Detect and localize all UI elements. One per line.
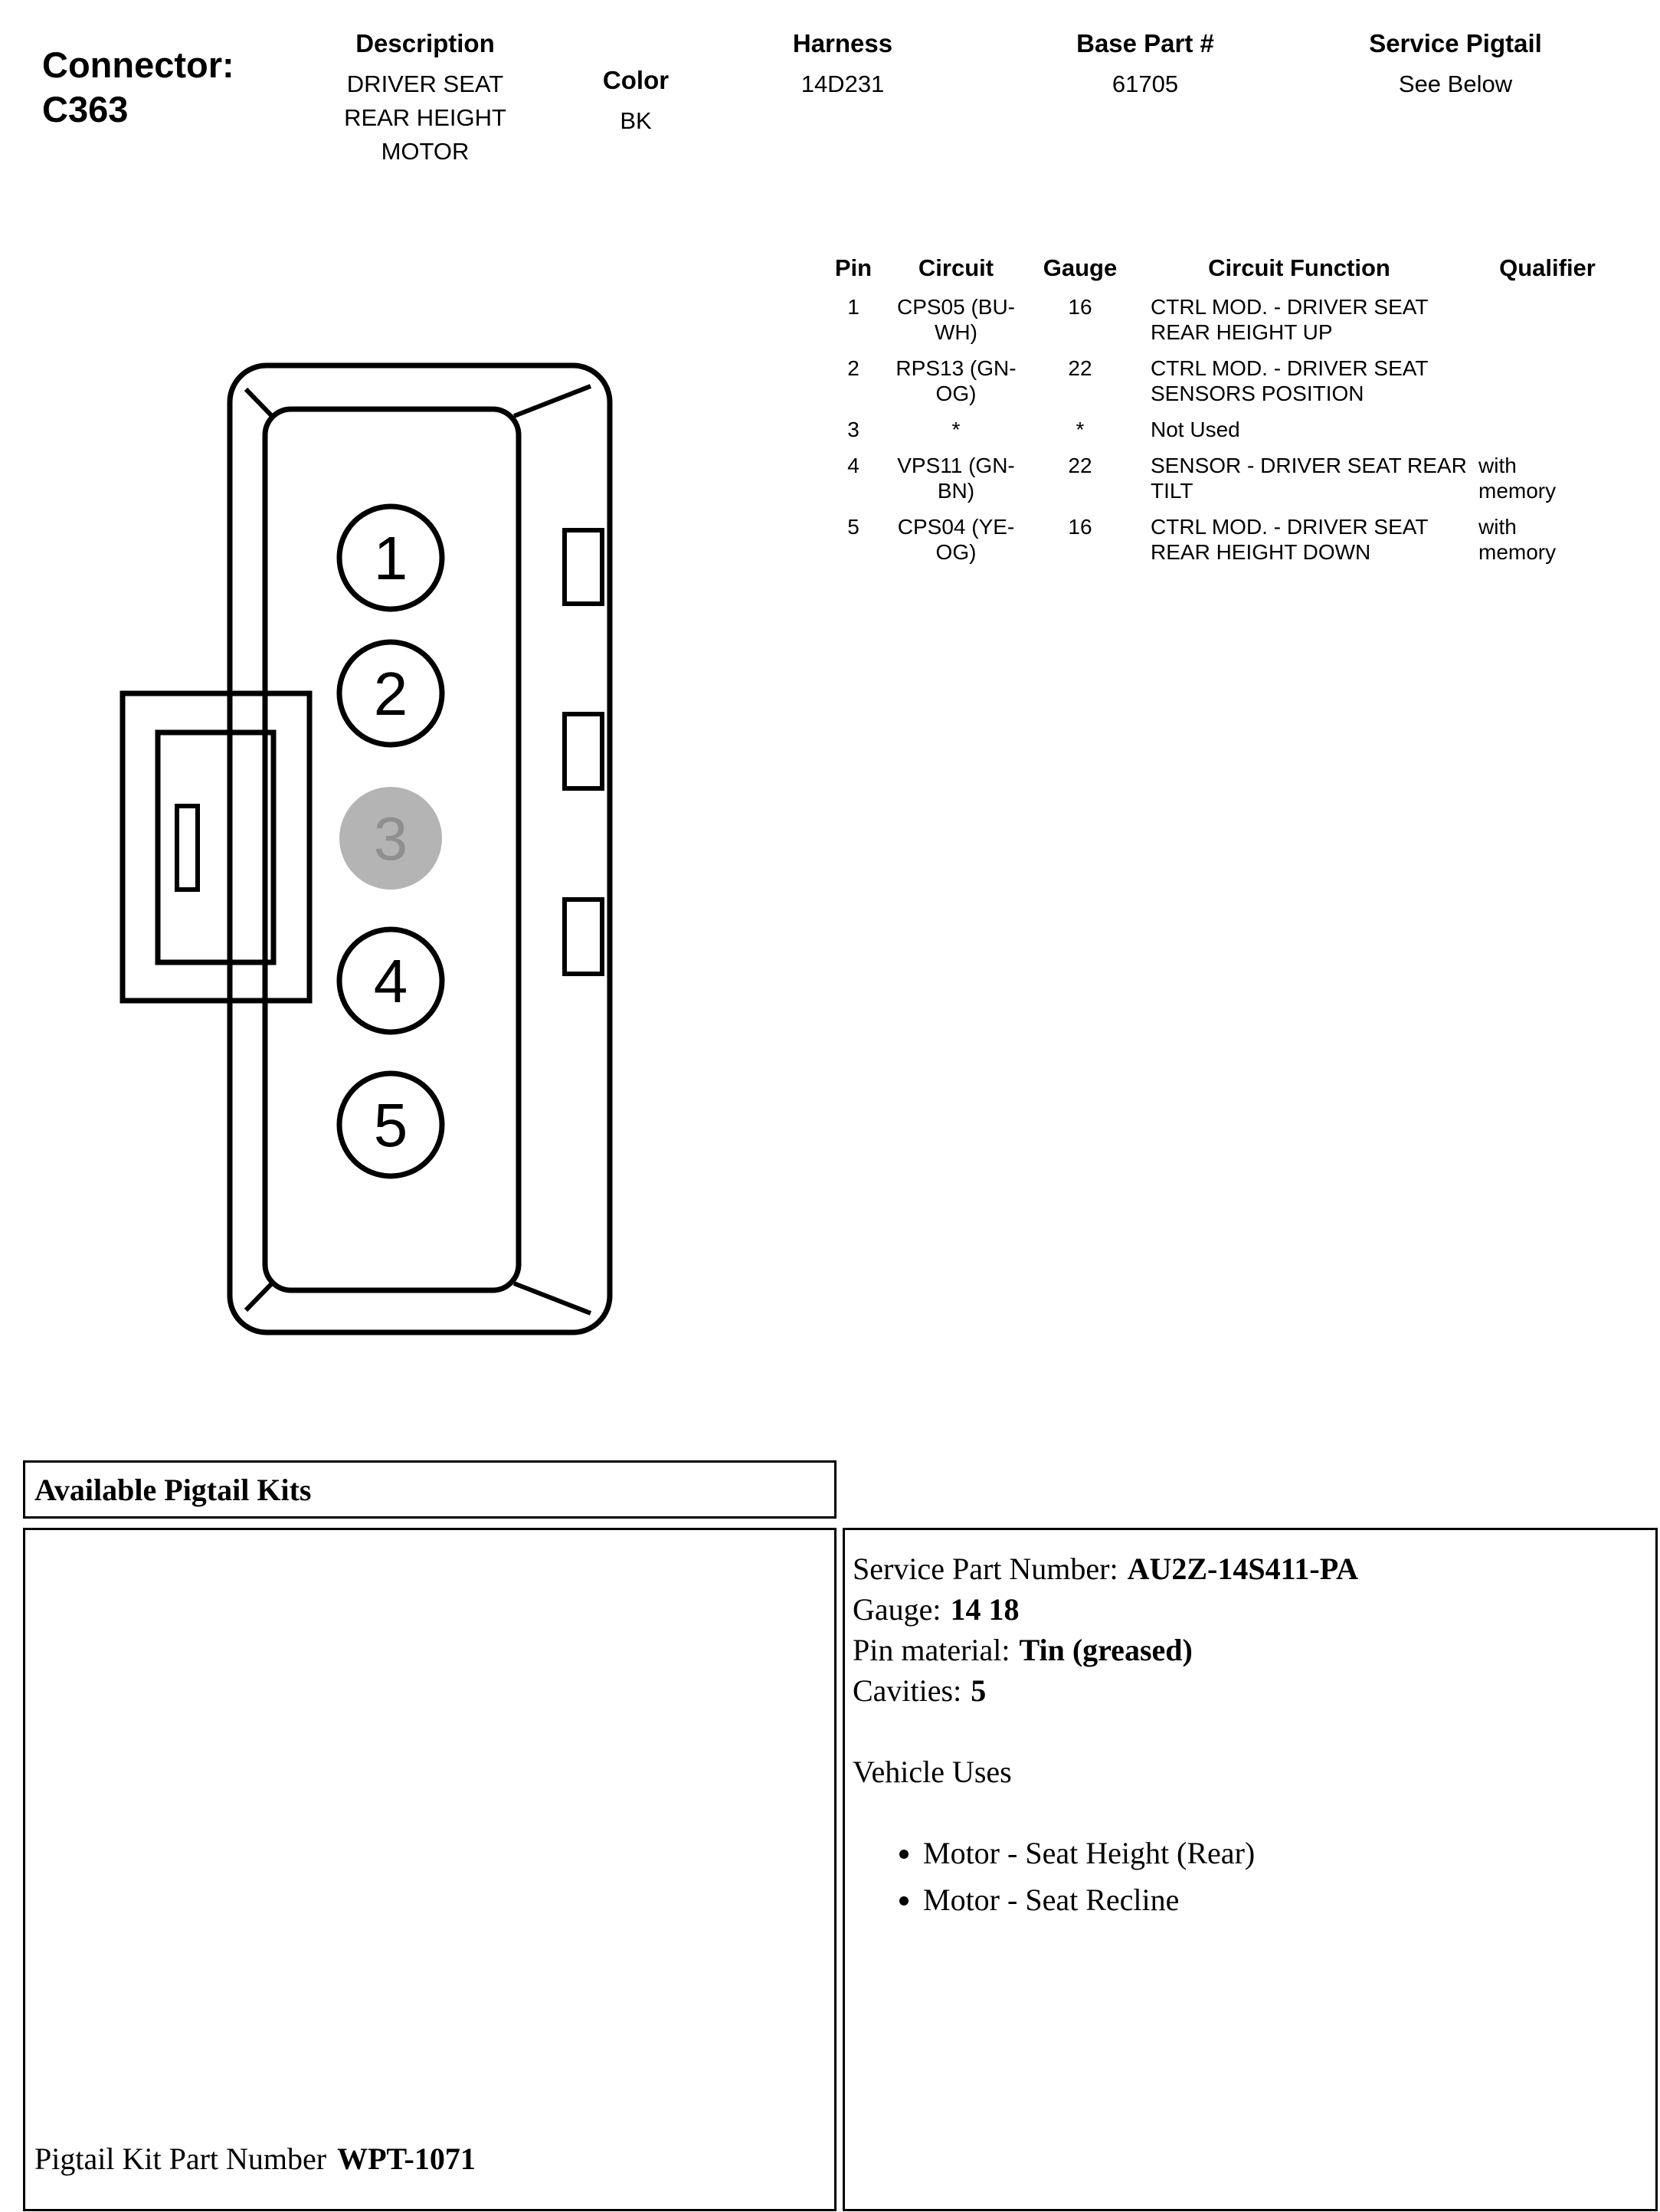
service-pigtail-details-box [843,1528,1658,2211]
cavities-value: 5 [971,1673,987,1708]
pin-5-cell: 5 [847,515,859,539]
pin-table-header-gauge: Gauge [1043,254,1118,281]
pin-material-label: Pin material: [853,1633,1010,1667]
pin-1-circuit: CPS05 (BU-WH) [896,295,1016,344]
pin-4-circuit: VPS11 (GN-BN) [897,454,1015,503]
pin-3-number: 3 [373,805,408,873]
pin-table-header-function: Circuit Function [1208,254,1390,281]
pin-5-circuit: CPS04 (YE-OG) [897,515,1015,564]
harness-value: 14D231 [801,70,885,97]
gauge-label: Gauge: [853,1592,941,1627]
pin-3-function: Not Used [1151,418,1240,441]
pigtail-kit-part-number-line [34,2141,476,2177]
pin-1-cell: 1 [847,295,859,319]
header-col-harness [747,29,938,101]
pin-5-qualifier: with memory [1478,515,1557,564]
pin-5-function: CTRL MOD. - DRIVER SEAT REAR HEIGHT DOWN [1151,515,1428,564]
side-tab-2 [565,714,602,788]
cavities-label: Cavities: [853,1673,962,1708]
pin-5-gauge: 16 [1068,515,1092,539]
pin-material-line [853,1630,1640,1670]
vehicle-uses-list [853,1833,1640,1920]
side-tab-3 [565,900,602,974]
pin-3-circuit: * [951,418,961,441]
connector-title [42,43,234,132]
description-label: Description [355,29,495,57]
gauge-value: 14 18 [950,1592,1020,1627]
connector-title-label: Connector: [42,44,234,85]
pin-2-number: 2 [373,660,408,728]
pin-material-value: Tin (greased) [1019,1633,1193,1667]
pigtail-kit-part-number-value: WPT-1071 [337,2142,476,2176]
header-col-service-pigtail [1337,29,1574,101]
pin-3-gauge: * [1076,418,1085,441]
header-col-color [575,66,697,138]
pin-table-header-qualifier: Qualifier [1499,254,1596,281]
connector-diagram [115,360,620,1349]
available-pigtail-kits-title: Available Pigtail Kits [34,1472,312,1507]
service-part-number-value: AU2Z-14S411-PA [1127,1552,1359,1586]
pin-5-number: 5 [373,1091,408,1159]
service-part-number-line [853,1548,1640,1589]
color-label: Color [602,66,670,94]
service-pigtail-label: Service Pigtail [1369,29,1542,57]
pin-3-qualifier [1471,417,1624,442]
pin-table-header-pin: Pin [834,254,873,281]
description-value: DRIVER SEAT REAR HEIGHT MOTOR [344,70,506,165]
pin-4-gauge: 22 [1068,454,1092,477]
pin-4-cell: 4 [847,454,859,477]
service-pigtail-value: See Below [1398,70,1513,97]
harness-label: Harness [792,29,893,57]
base-part-value: 61705 [1112,70,1179,97]
cavities-line [853,1670,1640,1711]
pin-table-header-circuit: Circuit [918,254,994,281]
pin-1-number: 1 [373,524,408,592]
pin-table [827,253,1624,565]
pin-2-qualifier [1471,356,1624,406]
base-part-label: Base Part # [1076,29,1214,57]
pin-1-gauge: 16 [1068,295,1092,319]
pin-4-number: 4 [373,947,408,1015]
pin-1-qualifier [1471,294,1624,345]
pin-4-function: SENSOR - DRIVER SEAT REAR TILT [1151,454,1467,503]
connector-id: C363 [42,89,129,129]
pin-2-cell: 2 [847,356,859,380]
color-value: BK [620,107,652,134]
side-tab-1 [565,530,602,604]
service-part-number-label: Service Part Number: [853,1552,1118,1586]
pigtail-kit-part-number-label: Pigtail Kit Part Number [34,2142,327,2176]
available-pigtail-kits-header [23,1460,837,1519]
vehicle-uses-title: Vehicle Uses [853,1755,1012,1789]
vehicle-use-item: • Motor - Seat Recline [923,1879,1640,1920]
latch-tab [177,806,198,890]
header-col-base-part [1042,29,1249,101]
pin-1-function: CTRL MOD. - DRIVER SEAT REAR HEIGHT UP [1151,295,1428,344]
vehicle-use-item: • Motor - Seat Height (Rear) [923,1833,1640,1873]
header-col-description [318,29,532,169]
gauge-line [853,1589,1640,1630]
pin-4-qualifier: with memory [1478,454,1557,503]
pin-3-cell: 3 [847,418,859,441]
pigtail-kits-box [23,1528,837,2211]
pin-2-gauge: 22 [1068,356,1092,380]
pin-2-function: CTRL MOD. - DRIVER SEAT SENSORS POSITION [1151,356,1428,405]
pin-2-circuit: RPS13 (GN-OG) [895,356,1017,405]
